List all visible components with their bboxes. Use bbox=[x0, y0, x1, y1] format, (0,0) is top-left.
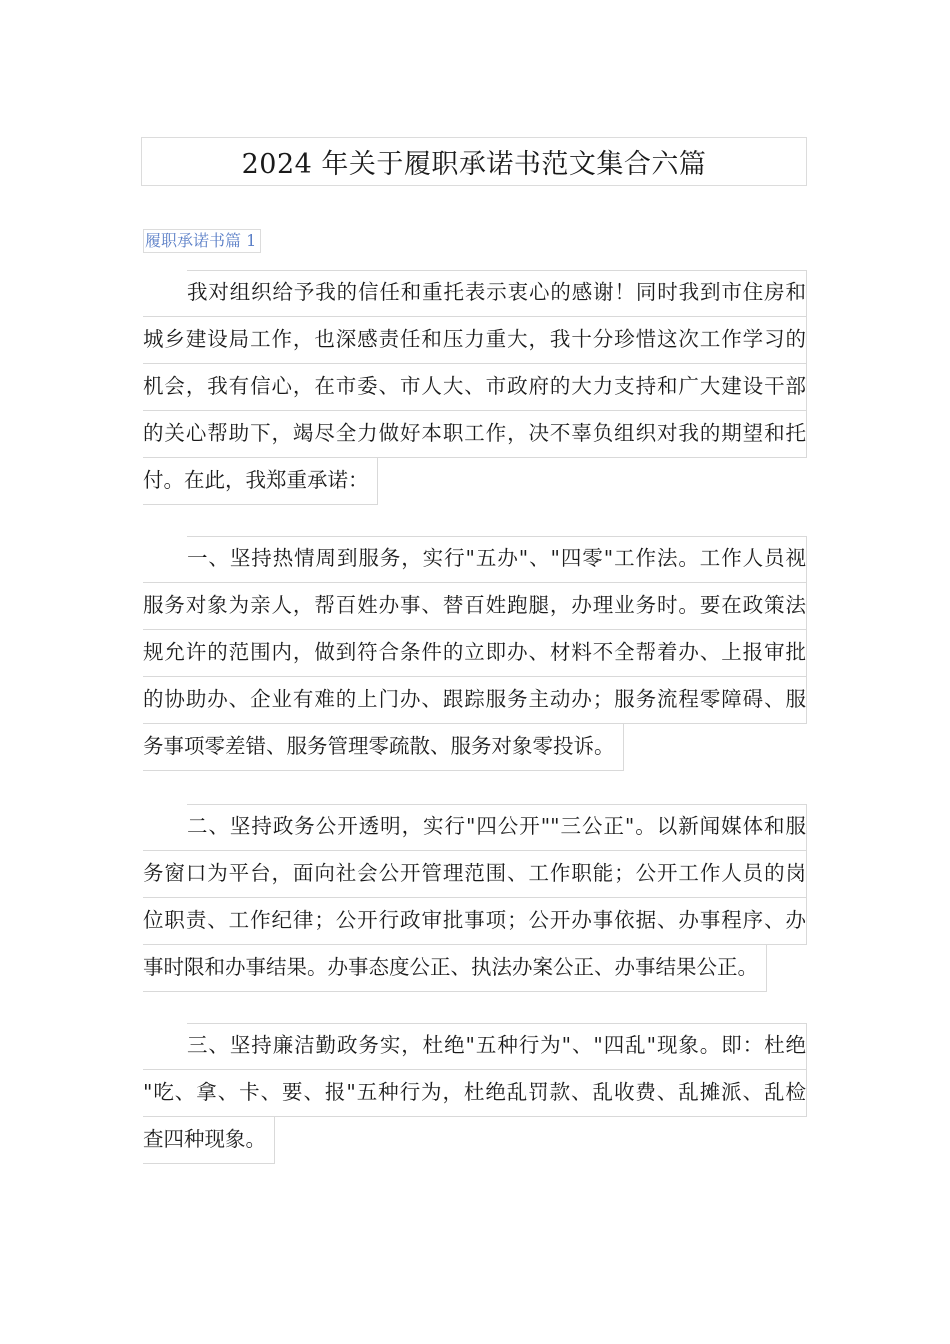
paragraph-line: 事时限和办事结果。办事态度公正、执法办案公正、办事结果公正。 bbox=[143, 945, 767, 992]
document-title: 2024 年关于履职承诺书范文集合六篇 bbox=[141, 137, 807, 186]
paragraph-2 bbox=[143, 536, 807, 775]
paragraph-line: 机会，我有信心，在市委、市人大、市政府的大力支持和广大建设干部 bbox=[143, 364, 807, 411]
paragraph-line: 查四种现象。 bbox=[143, 1117, 275, 1164]
paragraph-line: 务事项零差错、服务管理零疏散、服务对象零投诉。 bbox=[143, 724, 624, 771]
paragraph-line: 二、坚持政务公开透明，实行"四公开""三公正"。以新闻媒体和服 bbox=[143, 804, 807, 851]
paragraph-line: 务窗口为平台，面向社会公开管理范围、工作职能；公开工作人员的岗 bbox=[143, 851, 807, 898]
paragraph-line: 三、坚持廉洁勤政务实，杜绝"五种行为"、"四乱"现象。即：杜绝 bbox=[143, 1023, 807, 1070]
section-heading: 履职承诺书篇 1 bbox=[143, 229, 261, 253]
paragraph-line: 城乡建设局工作，也深感责任和压力重大，我十分珍惜这次工作学习的 bbox=[143, 317, 807, 364]
paragraph-4 bbox=[143, 1023, 807, 1168]
paragraph-1 bbox=[143, 270, 807, 509]
paragraph-line: 位职责、工作纪律；公开行政审批事项；公开办事依据、办事程序、办 bbox=[143, 898, 807, 945]
paragraph-line: 付。在此，我郑重承诺： bbox=[143, 458, 378, 505]
paragraph-line: "吃、拿、卡、要、报"五种行为，杜绝乱罚款、乱收费、乱摊派、乱检 bbox=[143, 1070, 807, 1117]
paragraph-line: 的协助办、企业有难的上门办、跟踪服务主动办；服务流程零障碍、服 bbox=[143, 677, 807, 724]
paragraph-3 bbox=[143, 804, 807, 996]
paragraph-line: 的关心帮助下，竭尽全力做好本职工作，决不辜负组织对我的期望和托 bbox=[143, 411, 807, 458]
paragraph-line: 一、坚持热情周到服务，实行"五办"、"四零"工作法。工作人员视 bbox=[143, 536, 807, 583]
paragraph-line: 我对组织给予我的信任和重托表示衷心的感谢！同时我到市住房和 bbox=[143, 270, 807, 317]
paragraph-line: 规允许的范围内，做到符合条件的立即办、材料不全帮着办、上报审批 bbox=[143, 630, 807, 677]
paragraph-line: 服务对象为亲人，帮百姓办事、替百姓跑腿，办理业务时。要在政策法 bbox=[143, 583, 807, 630]
